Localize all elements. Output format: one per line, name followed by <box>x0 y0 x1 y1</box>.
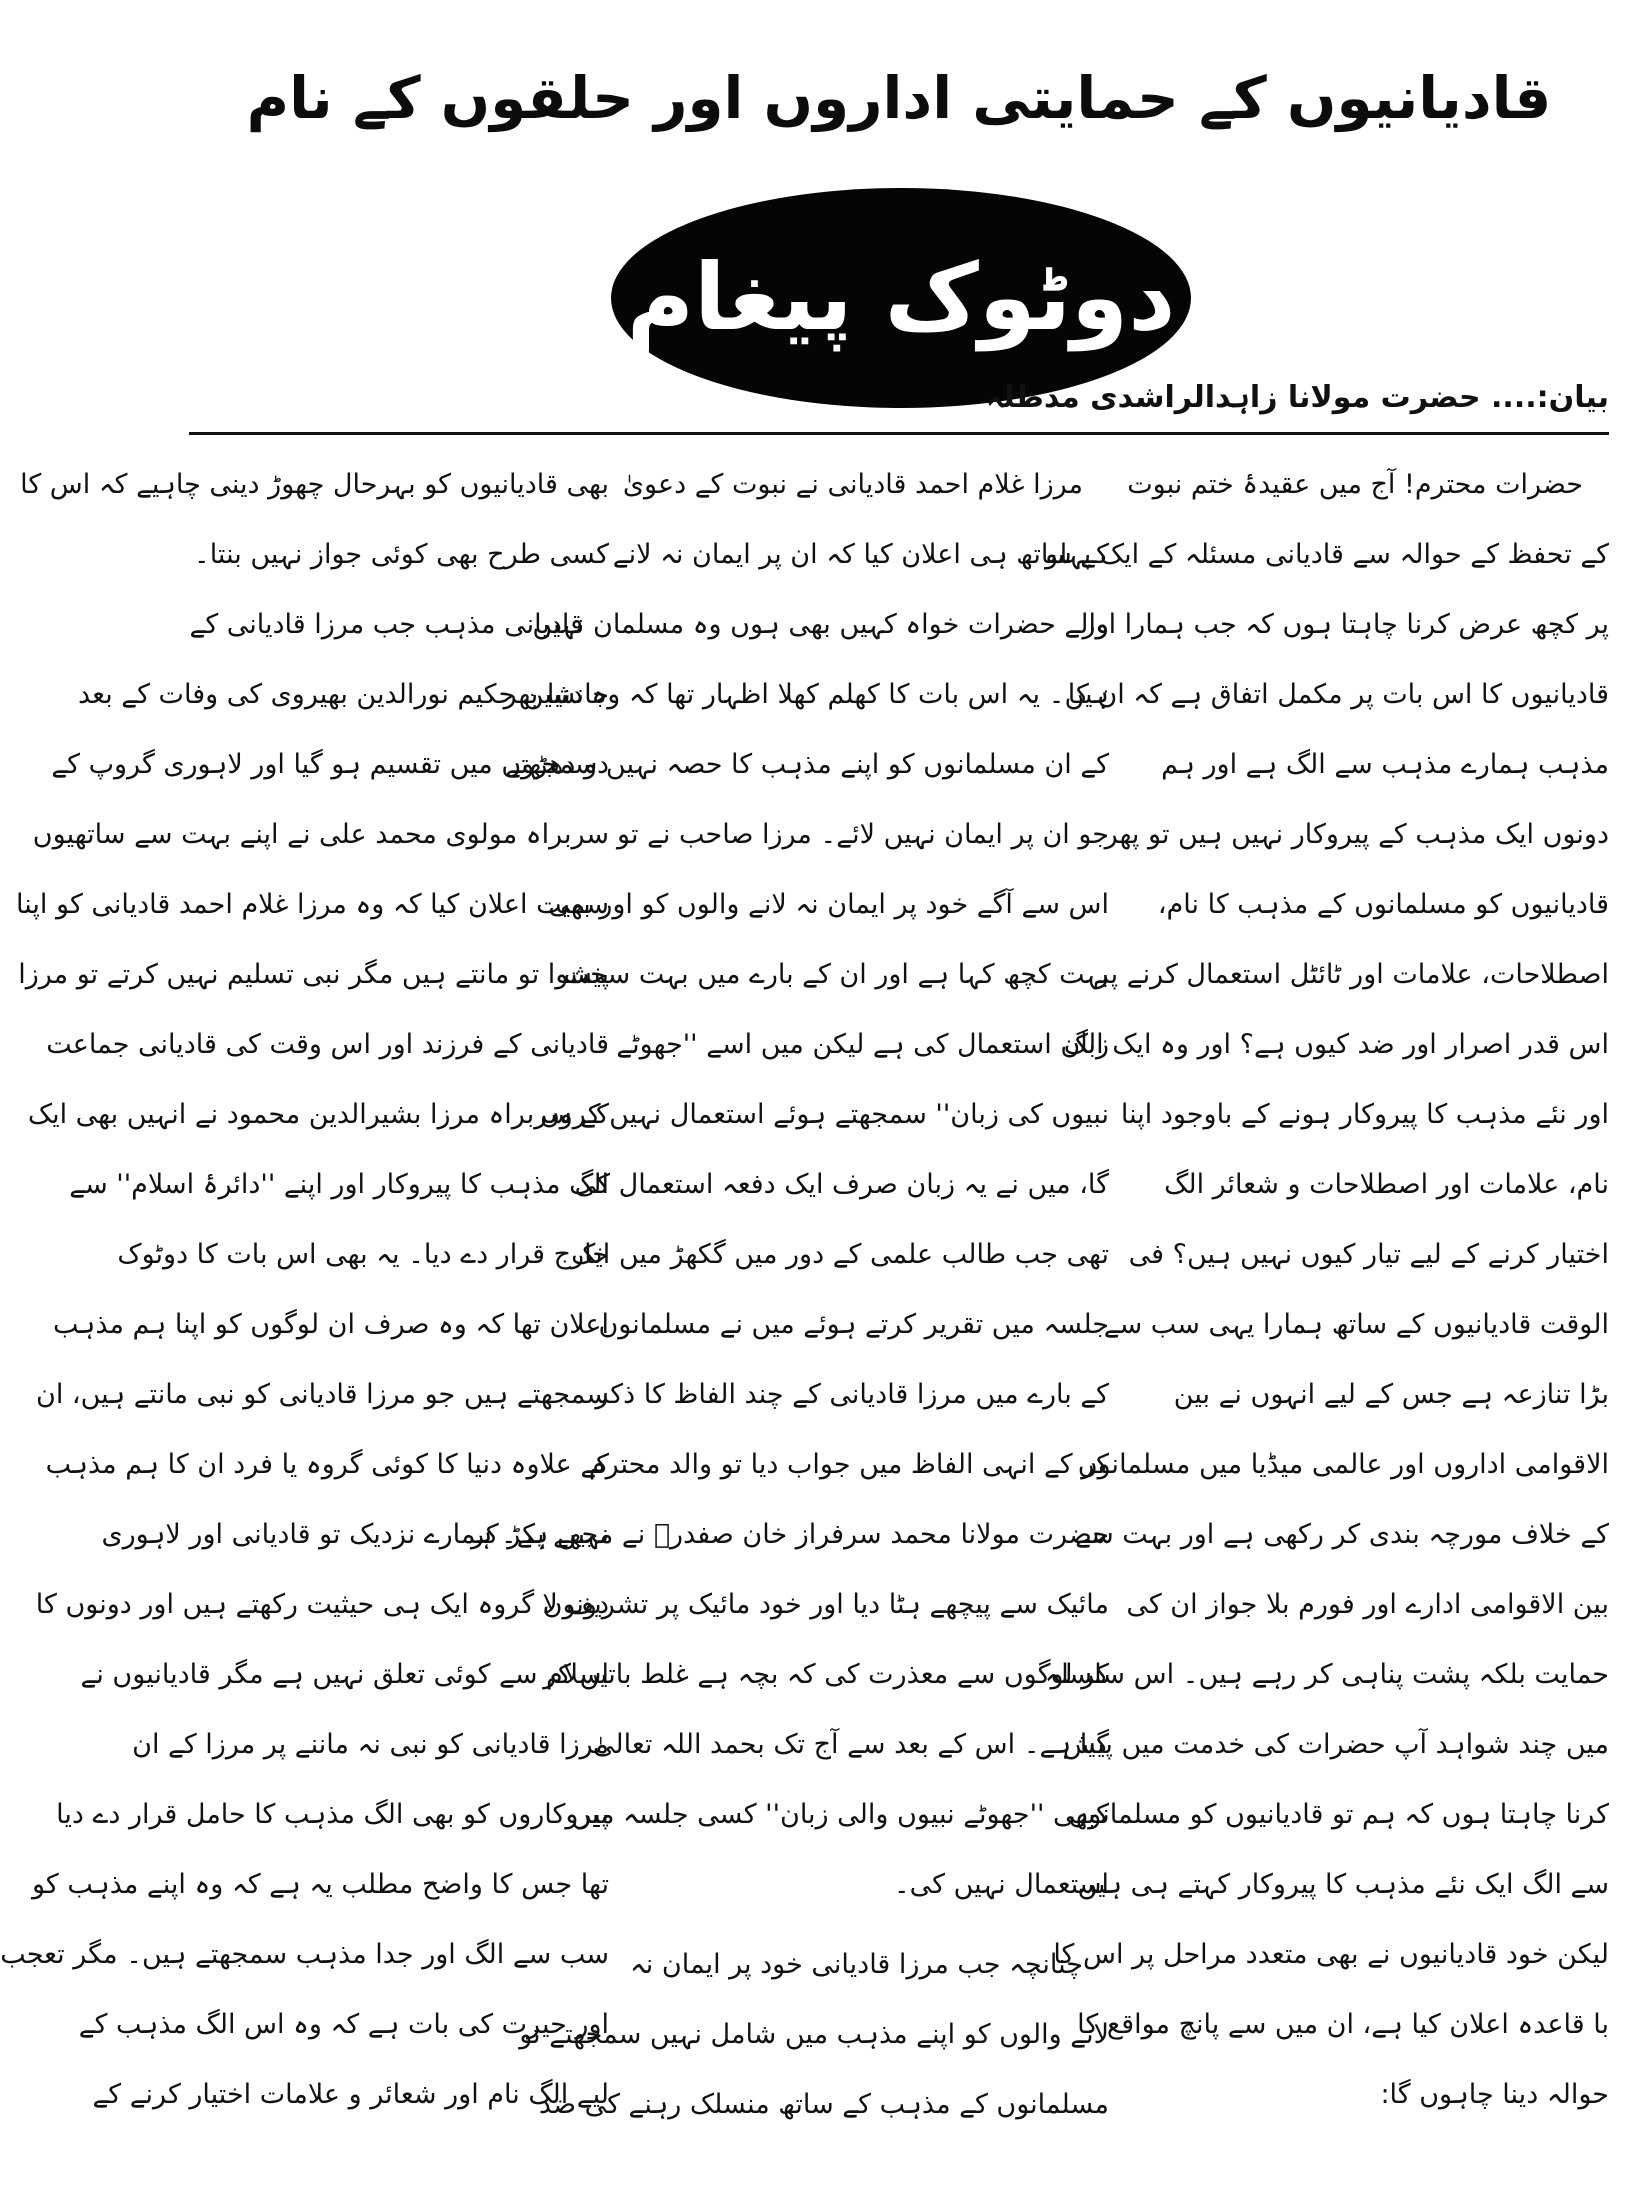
column-3-line: مرزا قادیانی کو نبی نہ ماننے پر مرزا کے ان <box>132 1729 609 1760</box>
column-3-line: اسلام سے کوئی تعلق نہیں ہے مگر قادیانیوں نے <box>80 1659 609 1690</box>
column-2-line: والے حضرات خواہ کہیں بھی ہوں وہ مسلمان نہیں <box>532 609 1109 640</box>
column-2-line: اس سے آگے خود پر ایمان نہ لانے والوں کو اور بھی <box>548 889 1109 920</box>
column-1-line: الاقوامی اداروں اور عالمی میڈیا میں مسلمانوں <box>1077 1449 1609 1480</box>
column-3-line: سربراہ مولوی محمد علی نے اپنے بہت سے ساتھیوں <box>32 819 609 850</box>
column-1-line: اصطلاحات، علامات اور ٹائٹل استعمال کرنے پر <box>1095 959 1609 990</box>
column-1-line: مذہب ہمارے مذہب سے الگ ہے اور ہم <box>1161 749 1609 780</box>
column-3-line: قادیانی کے فرزند اور اس وقت کی قادیانی جماعت <box>46 1029 609 1060</box>
column-2-line: استعمال نہیں کی۔ <box>893 1869 1109 1900</box>
column-2-line: مائیک سے پیچھے ہٹا دیا اور خود مائیک پر تشریف لا <box>542 1589 1109 1620</box>
column-2-line: کے ان مسلمانوں کو اپنے مذہب کا حصہ نہیں سمجھتے <box>505 749 1109 780</box>
column-2-line: کر لوگوں سے معذرت کی کہ بچہ ہے غلط باتیں کر <box>543 1659 1109 1690</box>
column-2-line: جلسہ میں تقریر کرتے ہوئے میں نے مسلمانوں <box>598 1309 1109 1340</box>
column-1-line: بڑا تنازعہ ہے جس کے لیے انہوں نے بین <box>1173 1379 1609 1410</box>
column-3-line: کے سربراہ مرزا بشیرالدین محمود نے انہیں بھی ایک <box>27 1099 609 1130</box>
column-3-line: لیے الگ نام اور شعائر و علامات اختیار کرنے کے <box>92 2079 609 2110</box>
column-3-line: سمجھتے ہیں جو مرزا قادیانی کو نبی مانتے ہیں، ان <box>36 1379 609 1410</box>
column-1-line: کے خلاف مورچہ بندی کر رکھی ہے اور بہت سے <box>1075 1519 1609 1550</box>
column-3-line: کے علاوہ دنیا کا کوئی گروہ یا فرد ان کا ہم مذہب <box>45 1449 609 1480</box>
column-3-line: دو دھڑوں میں تقسیم ہو گیا اور لاہوری گروپ کے <box>51 749 609 780</box>
article-supertitle: قادیانیوں کے حمایتی اداروں اور حلقوں کے نام <box>246 64 1552 132</box>
column-3-line: اور حیرت کی بات ہے کہ وہ اس الگ مذہب کے <box>78 2009 609 2040</box>
column-3-line: قادیانی مذہب جب مرزا قادیانی کے <box>189 609 583 640</box>
column-2-line: حضرت مولانا محمد سرفراز خان صفدرؒ نے مجھے پکڑ کر <box>470 1519 1109 1550</box>
column-2-line: کبھی ''جھوٹے نبیوں والی زبان'' کسی جلسہ میں <box>571 1799 1109 1830</box>
column-1-line: حوالہ دینا چاہوں گا: <box>1380 2079 1609 2110</box>
text-column-1 <box>1044 450 1609 2170</box>
article-byline: بیان:.... حضرت مولانا زاہدالراشدی مدظلہ <box>985 380 1609 415</box>
column-2-line: مسلمانوں کے مذہب کے ساتھ منسلک رہنے کی ضد <box>538 2089 1109 2120</box>
header-divider <box>189 432 1609 435</box>
column-3-line: اعلان تھا کہ وہ صرف ان لوگوں کو اپنا ہم مذہب <box>53 1309 609 1340</box>
column-1-line: کے تحفظ کے حوالہ سے قادیانی مسئلہ کے ایک پہلو <box>1045 539 1609 570</box>
column-3-line: دونوں گروہ ایک ہی حیثیت رکھتے ہیں اور دونوں کا <box>35 1589 609 1620</box>
text-column-3 <box>0 450 609 2170</box>
column-2-line: چنانچہ جب مرزا قادیانی خود پر ایمان نہ <box>629 1949 1083 1980</box>
column-1-line: اور نئے مذہب کا پیروکار ہونے کے باوجود اپنا <box>1120 1099 1609 1130</box>
column-3-line: بھی قادیانیوں کو بہرحال چھوڑ دینی چاہیے کہ اس کا <box>20 469 609 500</box>
column-3-line: کسی طرح بھی کوئی جواز نہیں بنتا۔ <box>193 539 609 570</box>
column-3-line: سمیت اعلان کیا کہ وہ مرزا غلام احمد قادیانی کو اپنا <box>16 889 609 920</box>
column-2-line: ہیں۔ یہ اس بات کا کھلم کھلا اظہار تھا کہ وہ دنیا بھر <box>503 679 1109 710</box>
column-1-line: حمایت بلکہ پشت پناہی کر رہے ہیں۔ اس سلسلہ <box>1044 1659 1609 1690</box>
column-1-line: اس قدر اصرار اور ضد کیوں ہے؟ اور وہ ایک الگ <box>1063 1029 1609 1060</box>
column-1-line: لیکن خود قادیانیوں نے بھی متعدد مراحل پر اس کا <box>1053 1939 1609 1970</box>
article-title: دوٹوک پیغام <box>626 244 1176 351</box>
column-1-line: سے الگ ایک نئے مذہب کا پیروکار کہتے ہی ہیں <box>1077 1869 1609 1900</box>
text-column-2 <box>470 450 1109 2170</box>
column-1-line: الوقت قادیانیوں کے ساتھ ہمارا یہی سب سے <box>1103 1309 1609 1340</box>
column-1-line: حضرات محترم! آج میں عقیدۂ ختم نبوت <box>1127 469 1583 500</box>
column-3-line: نہیں ہے۔ ہمارے نزدیک تو قادیانی اور لاہوری <box>101 1519 609 1550</box>
column-2-line: کے ساتھ ہی اعلان کیا کہ ان پر ایمان نہ لانے <box>612 539 1109 570</box>
column-2-line: گیا ہے۔ اس کے بعد سے آج تک بحمد اللہ تعالیٰ <box>592 1729 1109 1760</box>
column-1-line: کرنا چاہتا ہوں کہ ہم تو قادیانیوں کو مسلمانوں <box>1068 1799 1609 1830</box>
column-2-line: نبیوں کی زبان'' سمجھتے ہوئے استعمال نہیں کروں <box>539 1099 1109 1130</box>
column-2-line: تھی جب طالب علمی کے دور میں گکھڑ میں ایک <box>571 1239 1109 1270</box>
column-1-line: میں چند شواہد آپ حضرات کی خدمت میں پیش <box>1062 1729 1609 1760</box>
column-1-line: پر کچھ عرض کرنا چاہتا ہوں کہ جب ہمارا اور <box>1082 609 1609 640</box>
column-1-line: دونوں ایک مذہب کے پیروکار نہیں ہیں تو پھر <box>1104 819 1609 850</box>
column-2-line: کے بارے میں مرزا قادیانی کے چند الفاظ کا ذکر <box>595 1379 1109 1410</box>
column-3-line: تھا جس کا واضح مطلب یہ ہے کہ وہ اپنے مذہب کو <box>31 1869 609 1900</box>
column-1-line: با قاعدہ اعلان کیا ہے، ان میں سے پانچ مواقع کا <box>1077 2009 1609 2040</box>
column-3-line: پیشوا تو مانتے ہیں مگر نبی تسلیم نہیں کرتے تو مرزا <box>18 959 609 990</box>
column-2-line: بہت کچھ کہا ہے اور ان کے بارے میں بہت سخت <box>563 959 1109 990</box>
column-1-line: بین الاقوامی ادارے اور فورم بلا جواز ان کی <box>1126 1589 1609 1620</box>
column-2-line: گا، میں نے یہ زبان صرف ایک دفعہ استعمال کی <box>574 1169 1109 1200</box>
column-1-line: قادیانیوں کا اس بات پر مکمل اتفاق ہے کہ ان کا <box>1067 679 1609 710</box>
column-2-line: جو ان پر ایمان نہیں لائے۔ مرزا صاحب نے تو <box>617 819 1109 850</box>
column-1-line: اختیار کرنے کے لیے تیار کیوں نہیں ہیں؟ فی <box>1128 1239 1609 1270</box>
column-3-line: الگ مذہب کا پیروکار اور اپنے ''دائرۂ اسلام'' سے <box>69 1169 609 1200</box>
column-2-line: زبان استعمال کی ہے لیکن میں اسے ''جھوٹے <box>616 1029 1109 1060</box>
column-1-line: نام، علامات اور اصطلاحات و شعائر الگ <box>1164 1169 1609 1200</box>
column-3-line: خارج قرار دے دیا۔ یہ بھی اس بات کا دوٹوک <box>117 1239 609 1270</box>
column-3-line: سب سے الگ اور جدا مذہب سمجھتے ہیں۔ مگر تعجب <box>0 1939 609 1970</box>
title-oval-banner <box>611 188 1191 408</box>
column-2-line: لانے والوں کو اپنے مذہب میں شامل نہیں سمجھتے تو <box>519 2019 1109 2050</box>
column-2-line: کر کے انہی الفاظ میں جواب دیا تو والد محترم <box>588 1449 1109 1480</box>
column-2-line: مرزا غلام احمد قادیانی نے نبوت کے دعویٰ <box>622 469 1083 500</box>
column-3-line: پیروکاروں کو بھی الگ مذہب کا حامل قرار دے دیا <box>56 1799 609 1830</box>
column-3-line: جانشین حکیم نورالدین بھیروی کی وفات کے بعد <box>78 679 609 710</box>
column-1-line: قادیانیوں کو مسلمانوں کے مذہب کا نام، <box>1157 889 1609 920</box>
